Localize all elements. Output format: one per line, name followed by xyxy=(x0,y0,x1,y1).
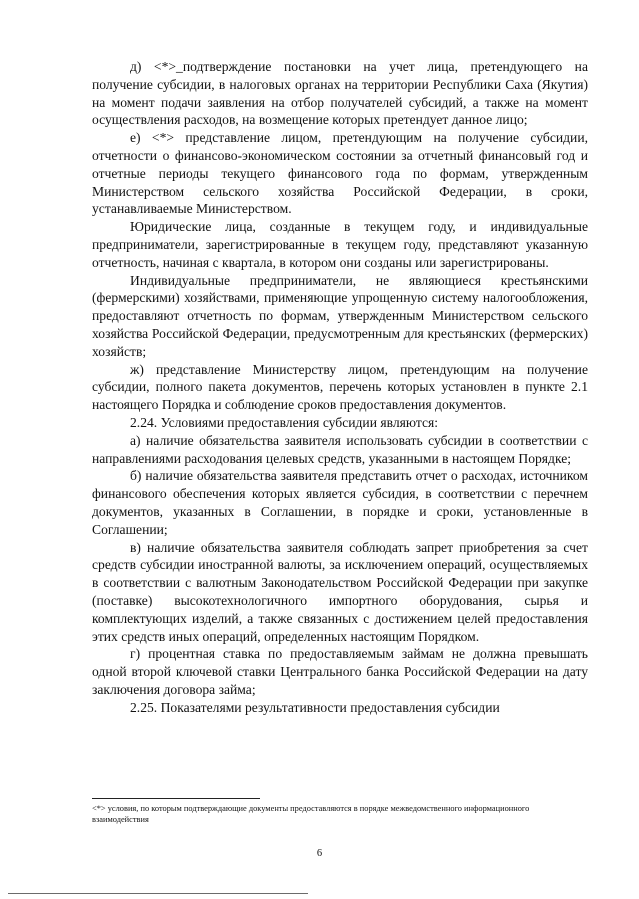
paragraph-item-v: в) наличие обязательства заявителя соблюдать запрет приобретения за счет средств субсидии иностранной валюты, за исключением операций, осуществляемых в соответствии с валютным Законодательством Российской Федерации при закупке (поставке) высокотехнологичного импортного оборудования, сырья и комплектующих изделий, а также связанных с достижением целей предоставления этих средств иных операций, определенных настоящим Порядком. xyxy=(92,539,588,644)
paragraph-item-a: а) наличие обязательства заявителя использовать субсидии в соответствии с направлениями расходования целевых средств, указанными в настоящем Порядке; xyxy=(92,432,588,466)
paragraph-legal-entities: Юридические лица, созданные в текущем году, и индивидуальные предприниматели, зарегистрированные в текущем году, представляют указанную отчетность, начиная с квартала, в котором они созданы или зарегистрированы. xyxy=(92,219,588,270)
footnote-text: <*> условия, по которым подтверждающие документы предоставляются в порядке межведомственного информационного взаимодействия xyxy=(92,804,530,824)
paragraph-item-e: е) <*> представление лицом, претендующим на получение субсидии, отчетности о финансово-экономическом состоянии за отчетный финансовый год и отчетные периоды текущего финансового года по формам, утвержденным Министерством сельского хозяйства Российской Федерации, в сроки, устанавливаемые Министерством. xyxy=(92,130,588,217)
paragraph-item-d: д) <*>_подтверждение постановки на учет лица, претендующего на получение субсидии, в налоговых органах на территории Республики Саха (Якутия) на момент подачи заявления на отбор получателей субсидий, а также на момент осуществления расходов, на возмещение которых претендует данное лицо; xyxy=(92,59,588,128)
paragraph-item-g: г) процентная ставка по предоставляемым займам не должна превышать одной второй ключевой ставки Центрального банка Российской Федерации на дату заключения договора займа; xyxy=(92,646,588,697)
document-body xyxy=(92,58,588,716)
page-number: 6 xyxy=(316,848,323,859)
paragraph-individual-entrepreneurs: Индивидуальные предприниматели, не являющиеся крестьянскими (фермерскими) хозяйствами, применяющие упрощенную систему налогообложения, предоставляют отчетность по формам, утвержденным Министерством сельского хозяйства Российской Федерации, предусмотренным для крестьянских (фермерских) хозяйств; xyxy=(92,272,588,359)
section-heading-2-25: 2.25. Показателями результативности предоставления субсидии xyxy=(130,699,500,715)
paragraph-item-b: б) наличие обязательства заявителя представить отчет о расходах, источником финансового обеспечения которых является субсидия, в соответствии с перечнем документов, указанных в Соглашении, в порядке и сроки, установленные в Соглашении; xyxy=(92,468,588,537)
paragraph-item-zh: ж) представление Министерству лицом, претендующим на получение субсидии, полного пакета документов, перечень которых установлен в пункте 2.1 настоящего Порядка и соблюдение сроков предоставления документов. xyxy=(92,361,588,413)
footnote-divider xyxy=(92,798,260,799)
section-heading-2-24: 2.24. Условиями предоставления субсидии являются: xyxy=(130,414,439,430)
scan-edge-line xyxy=(8,893,308,894)
